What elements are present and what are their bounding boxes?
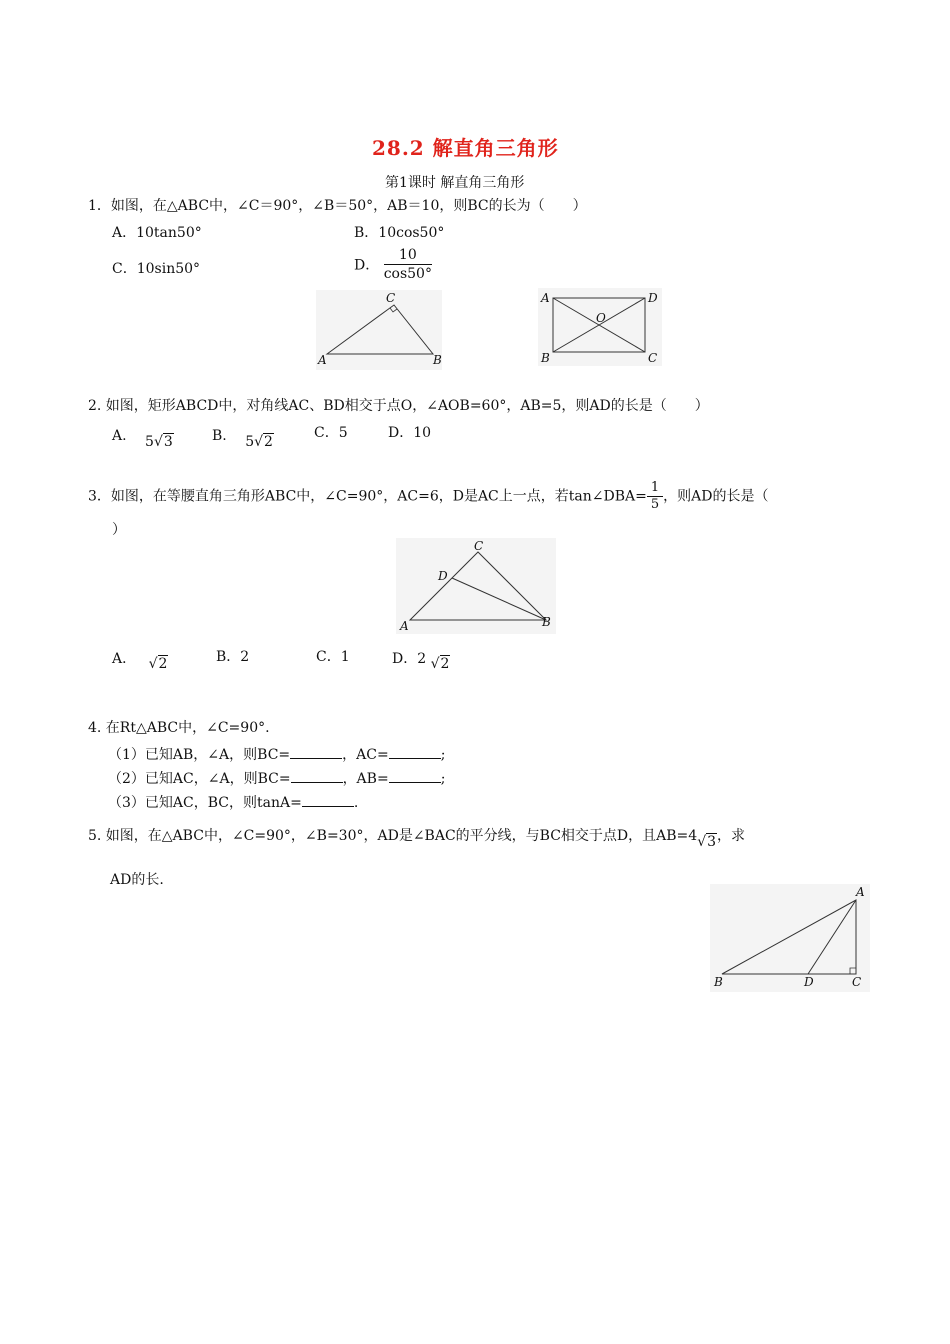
lesson-subtitle: 第1课时 解直角三角形: [385, 175, 525, 191]
q3-option-c[interactable]: C．1: [316, 649, 350, 665]
q4-sub-1-b: ，AC=: [342, 747, 389, 763]
q3-text-tail: ，则AD的长是（: [663, 488, 769, 505]
q4-sub-3-b: .: [353, 795, 359, 811]
q1-option-d[interactable]: [354, 246, 432, 283]
q5-text-main: 5. 如图，在△ABC中，∠C=90°，∠B=30°，AD是∠BAC的平分线，与BC相交于点D，且AB=4: [88, 828, 698, 844]
fig1-label-a: A: [318, 353, 327, 367]
q4-sub-1-blank-ac[interactable]: [389, 744, 441, 759]
q1-option-d-numerator: 10: [384, 246, 432, 265]
q3-option-b[interactable]: B．2: [216, 649, 250, 665]
q4-sub-3-a: （3）已知AC，BC，则tanA=: [108, 795, 302, 811]
q3-text-line2: ）: [112, 522, 126, 538]
q3-fraction: [647, 480, 663, 513]
q4-sub-2-b: ，AB=: [342, 771, 389, 787]
q3-option-d[interactable]: [392, 646, 450, 672]
q2-option-a[interactable]: [112, 422, 174, 450]
fig2-label-c: C: [648, 351, 658, 365]
q4-sub-2-blank-bc[interactable]: [291, 768, 343, 783]
q4-sub-3-blank-tana[interactable]: [302, 792, 354, 807]
q2-option-a-radicand: 3: [163, 434, 173, 450]
q4-sub-2-a: （2）已知AC，∠A，则BC=: [108, 771, 291, 787]
q4-sub-2-c: ;: [440, 771, 446, 787]
q3-option-d-radicand: 2: [440, 656, 450, 672]
q1-option-b[interactable]: B．10cos50°: [354, 225, 445, 241]
fig1-label-c: C: [386, 291, 396, 305]
question-3-text: [88, 480, 768, 513]
fig3-label-b: B: [542, 615, 551, 629]
figure-1-triangle: [316, 290, 442, 370]
q3-option-a[interactable]: [112, 646, 168, 672]
q1-option-d-label: D．: [354, 257, 380, 274]
q4-sub-2: [108, 768, 445, 789]
page-title: 28.2 解直角三角形: [372, 136, 559, 160]
q4-sub-3: [108, 792, 358, 813]
q2-option-a-label: A.: [112, 428, 127, 444]
fig2-label-d: D: [648, 291, 658, 305]
sqrt-icon: √: [430, 656, 440, 672]
question-2-text: 2. 如图，矩形ABCD中，对角线AC、BD相交于点O，∠AOB=60°，AB=5，则AD的长是（ ）: [88, 398, 709, 414]
figure-2-rectangle: [538, 288, 662, 366]
q2-option-b-coef: 5: [245, 434, 255, 450]
figure-5-triangle: [710, 884, 870, 992]
q5-text-tail: ，求: [717, 828, 746, 844]
q4-sub-1-c: ;: [440, 747, 446, 763]
q3-option-d-value: [431, 656, 451, 672]
q2-option-a-value: [145, 434, 174, 450]
fig1-label-b: B: [433, 353, 442, 367]
fig3-label-c: C: [474, 539, 484, 553]
q5-sqrt-value: [697, 832, 717, 852]
fig2-label-a: A: [541, 291, 550, 305]
q3-option-a-label: A．: [112, 651, 137, 667]
q4-sub-2-blank-ab[interactable]: [389, 768, 441, 783]
q4-sub-1: [108, 744, 445, 765]
q3-fraction-numerator: 1: [647, 480, 663, 497]
sqrt-icon: √: [153, 434, 163, 450]
fig5-label-c: C: [852, 975, 862, 989]
q4-sub-1-a: （1）已知AB，∠A，则BC=: [108, 747, 291, 763]
q4-sub-1-blank-bc[interactable]: [290, 744, 342, 759]
q5-radicand: 3: [707, 834, 717, 850]
q3-option-a-value: [149, 656, 169, 672]
q2-option-b-value: [245, 434, 274, 450]
q1-option-c[interactable]: C．10sin50°: [112, 261, 201, 277]
q3-option-d-label: D．2: [392, 651, 427, 667]
q2-option-d[interactable]: D．10: [388, 425, 432, 441]
sqrt-icon: √: [254, 434, 264, 450]
question-4-text: 4. 在Rt△ABC中，∠C=90°.: [88, 720, 270, 736]
fig3-label-d: D: [438, 569, 448, 583]
q1-option-d-denominator: cos50°: [383, 266, 432, 282]
q1-option-d-fraction: [384, 246, 432, 283]
fig2-label-o: O: [596, 311, 606, 325]
sqrt-icon: √: [148, 656, 158, 672]
sqrt-icon: √: [697, 834, 707, 850]
question-5-text: [88, 820, 745, 852]
figure-3-triangle: [396, 538, 556, 634]
q1-option-a[interactable]: A．10tan50°: [112, 225, 202, 241]
fig5-label-b: B: [714, 975, 723, 989]
q2-option-b-label: B.: [212, 428, 227, 444]
q3-text-main: 3．如图，在等腰直角三角形ABC中，∠C=90°，AC=6，D是AC上一点，若tan∠DBA=: [88, 488, 647, 505]
fig5-label-d: D: [804, 975, 814, 989]
q2-option-c[interactable]: C．5: [314, 425, 348, 441]
fig3-label-a: A: [400, 619, 409, 633]
fig2-label-b: B: [541, 351, 550, 365]
fig5-label-a: A: [856, 885, 865, 899]
q3-option-a-radicand: 2: [158, 656, 168, 672]
q2-option-b[interactable]: [212, 422, 274, 450]
q2-option-b-radicand: 2: [264, 434, 273, 450]
q2-option-a-coef: 5: [145, 434, 154, 450]
q3-fraction-denominator: 5: [650, 497, 660, 512]
question-1-text: 1．如图，在△ABC中，∠C＝90°，∠B＝50°，AB＝10，则BC的长为（ ）: [88, 198, 587, 214]
q5-text-line2: AD的长.: [110, 872, 164, 888]
